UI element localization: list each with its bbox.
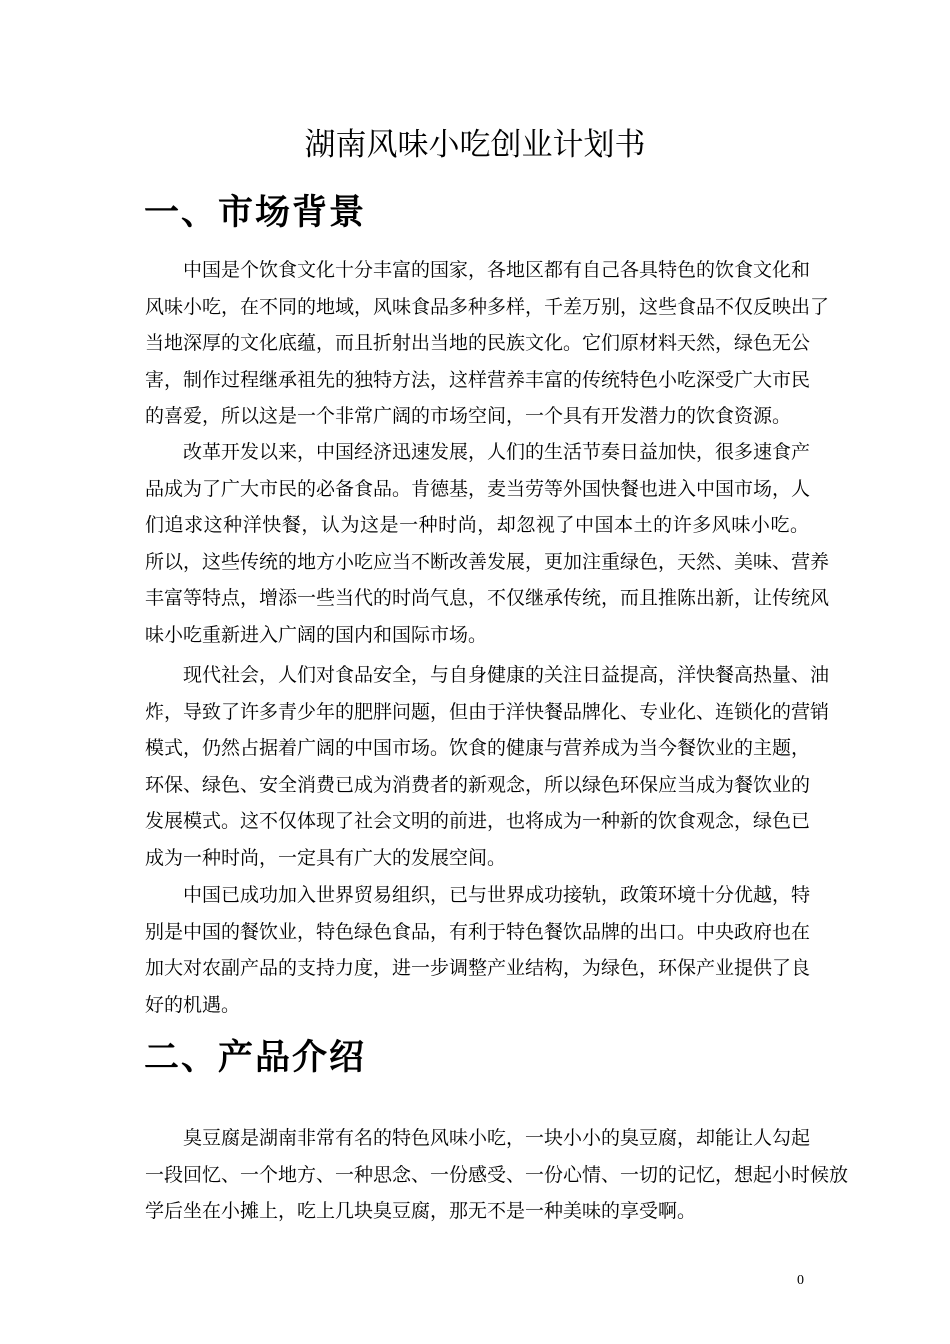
paragraph xyxy=(145,434,830,654)
text-line: 中国是个饮食文化十分丰富的国家，各地区都有自己各具特色的饮食文化和 xyxy=(183,259,811,281)
text-line: 学后坐在小摊上，吃上几块臭豆腐，那无不是一种美味的享受啊。 xyxy=(145,1200,697,1223)
text-line: 现代社会，人们对食品安全，与自身健康的关注日益提高，洋快餐高热量、油 xyxy=(183,664,830,686)
page-number: 0 xyxy=(797,1273,804,1288)
paragraph xyxy=(145,1120,849,1230)
text-line: 模式，仍然占据着广阔的中国市场。饮食的健康与营养成为当今餐饮业的主题， xyxy=(145,737,811,760)
text-line: 所以，这些传统的地方小吃应当不断改善发展，更加注重绿色，天然、美味、营养 xyxy=(145,550,830,573)
text-line: 改革开发以来，中国经济迅速发展，人们的生活节奏日益加快，很多速食产 xyxy=(183,441,811,463)
text-line: 味小吃重新进入广阔的国内和国际市场。 xyxy=(145,623,488,646)
document-title: 湖南风味小吃创业计划书 xyxy=(304,127,646,163)
text-line: 炸，导致了许多青少年的肥胖问题，但由于洋快餐品牌化、专业化、连锁化的营销 xyxy=(145,700,830,723)
paragraph xyxy=(145,252,830,435)
text-line: 的喜爱，所以这是一个非常广阔的市场空间，一个具有开发潜力的饮食资源。 xyxy=(145,405,792,428)
section-heading-market-background: 一、市场背景 xyxy=(144,193,367,233)
text-line: 别是中国的餐饮业，特色绿色食品，有利于特色餐饮品牌的出口。中央政府也在 xyxy=(145,920,811,943)
paragraph xyxy=(145,877,809,1023)
text-line: 风味小吃，在不同的地域，风味食品多种多样，千差万别，这些食品不仅反映出了 xyxy=(145,295,830,318)
text-line: 品成为了广大市民的必备食品。肯德基，麦当劳等外国快餐也进入中国市场，人 xyxy=(145,477,811,500)
text-line: 发展模式。这不仅体现了社会文明的前进，也将成为一种新的饮食观念，绿色已 xyxy=(145,810,811,833)
text-line: 中国已成功加入世界贸易组织，已与世界成功接轨，政策环境十分优越，特 xyxy=(183,884,811,906)
section-heading-product-introduction: 二、产品介绍 xyxy=(144,1038,367,1078)
text-line: 害，制作过程继承祖先的独特方法，这样营养丰富的传统特色小吃深受广大市民 xyxy=(145,368,811,391)
text-line: 臭豆腐是湖南非常有名的特色风味小吃，一块小小的臭豆腐，却能让人勾起 xyxy=(183,1127,811,1149)
text-line: 好的机遇。 xyxy=(145,993,241,1016)
paragraph xyxy=(145,657,830,877)
text-line: 一段回忆、一个地方、一种思念、一份感受、一份心情、一切的记忆，想起小时候放 xyxy=(145,1163,849,1186)
text-line: 丰富等特点，增添一些当代的时尚气息，不仅继承传统，而且推陈出新，让传统风 xyxy=(145,587,830,610)
text-line: 加大对农副产品的支持力度，进一步调整产业结构，为绿色，环保产业提供了良 xyxy=(145,957,811,980)
text-line: 环保、绿色、安全消费已成为消费者的新观念，所以绿色环保应当成为餐饮业的 xyxy=(145,773,811,796)
text-line: 们追求这种洋快餐，认为这是一种时尚，却忽视了中国本土的许多风味小吃。 xyxy=(145,514,809,537)
text-line: 当地深厚的文化底蕴，而且折射出当地的民族文化。它们原材料天然，绿色无公 xyxy=(145,332,811,355)
text-line: 成为一种时尚，一定具有广大的发展空间。 xyxy=(145,846,507,869)
